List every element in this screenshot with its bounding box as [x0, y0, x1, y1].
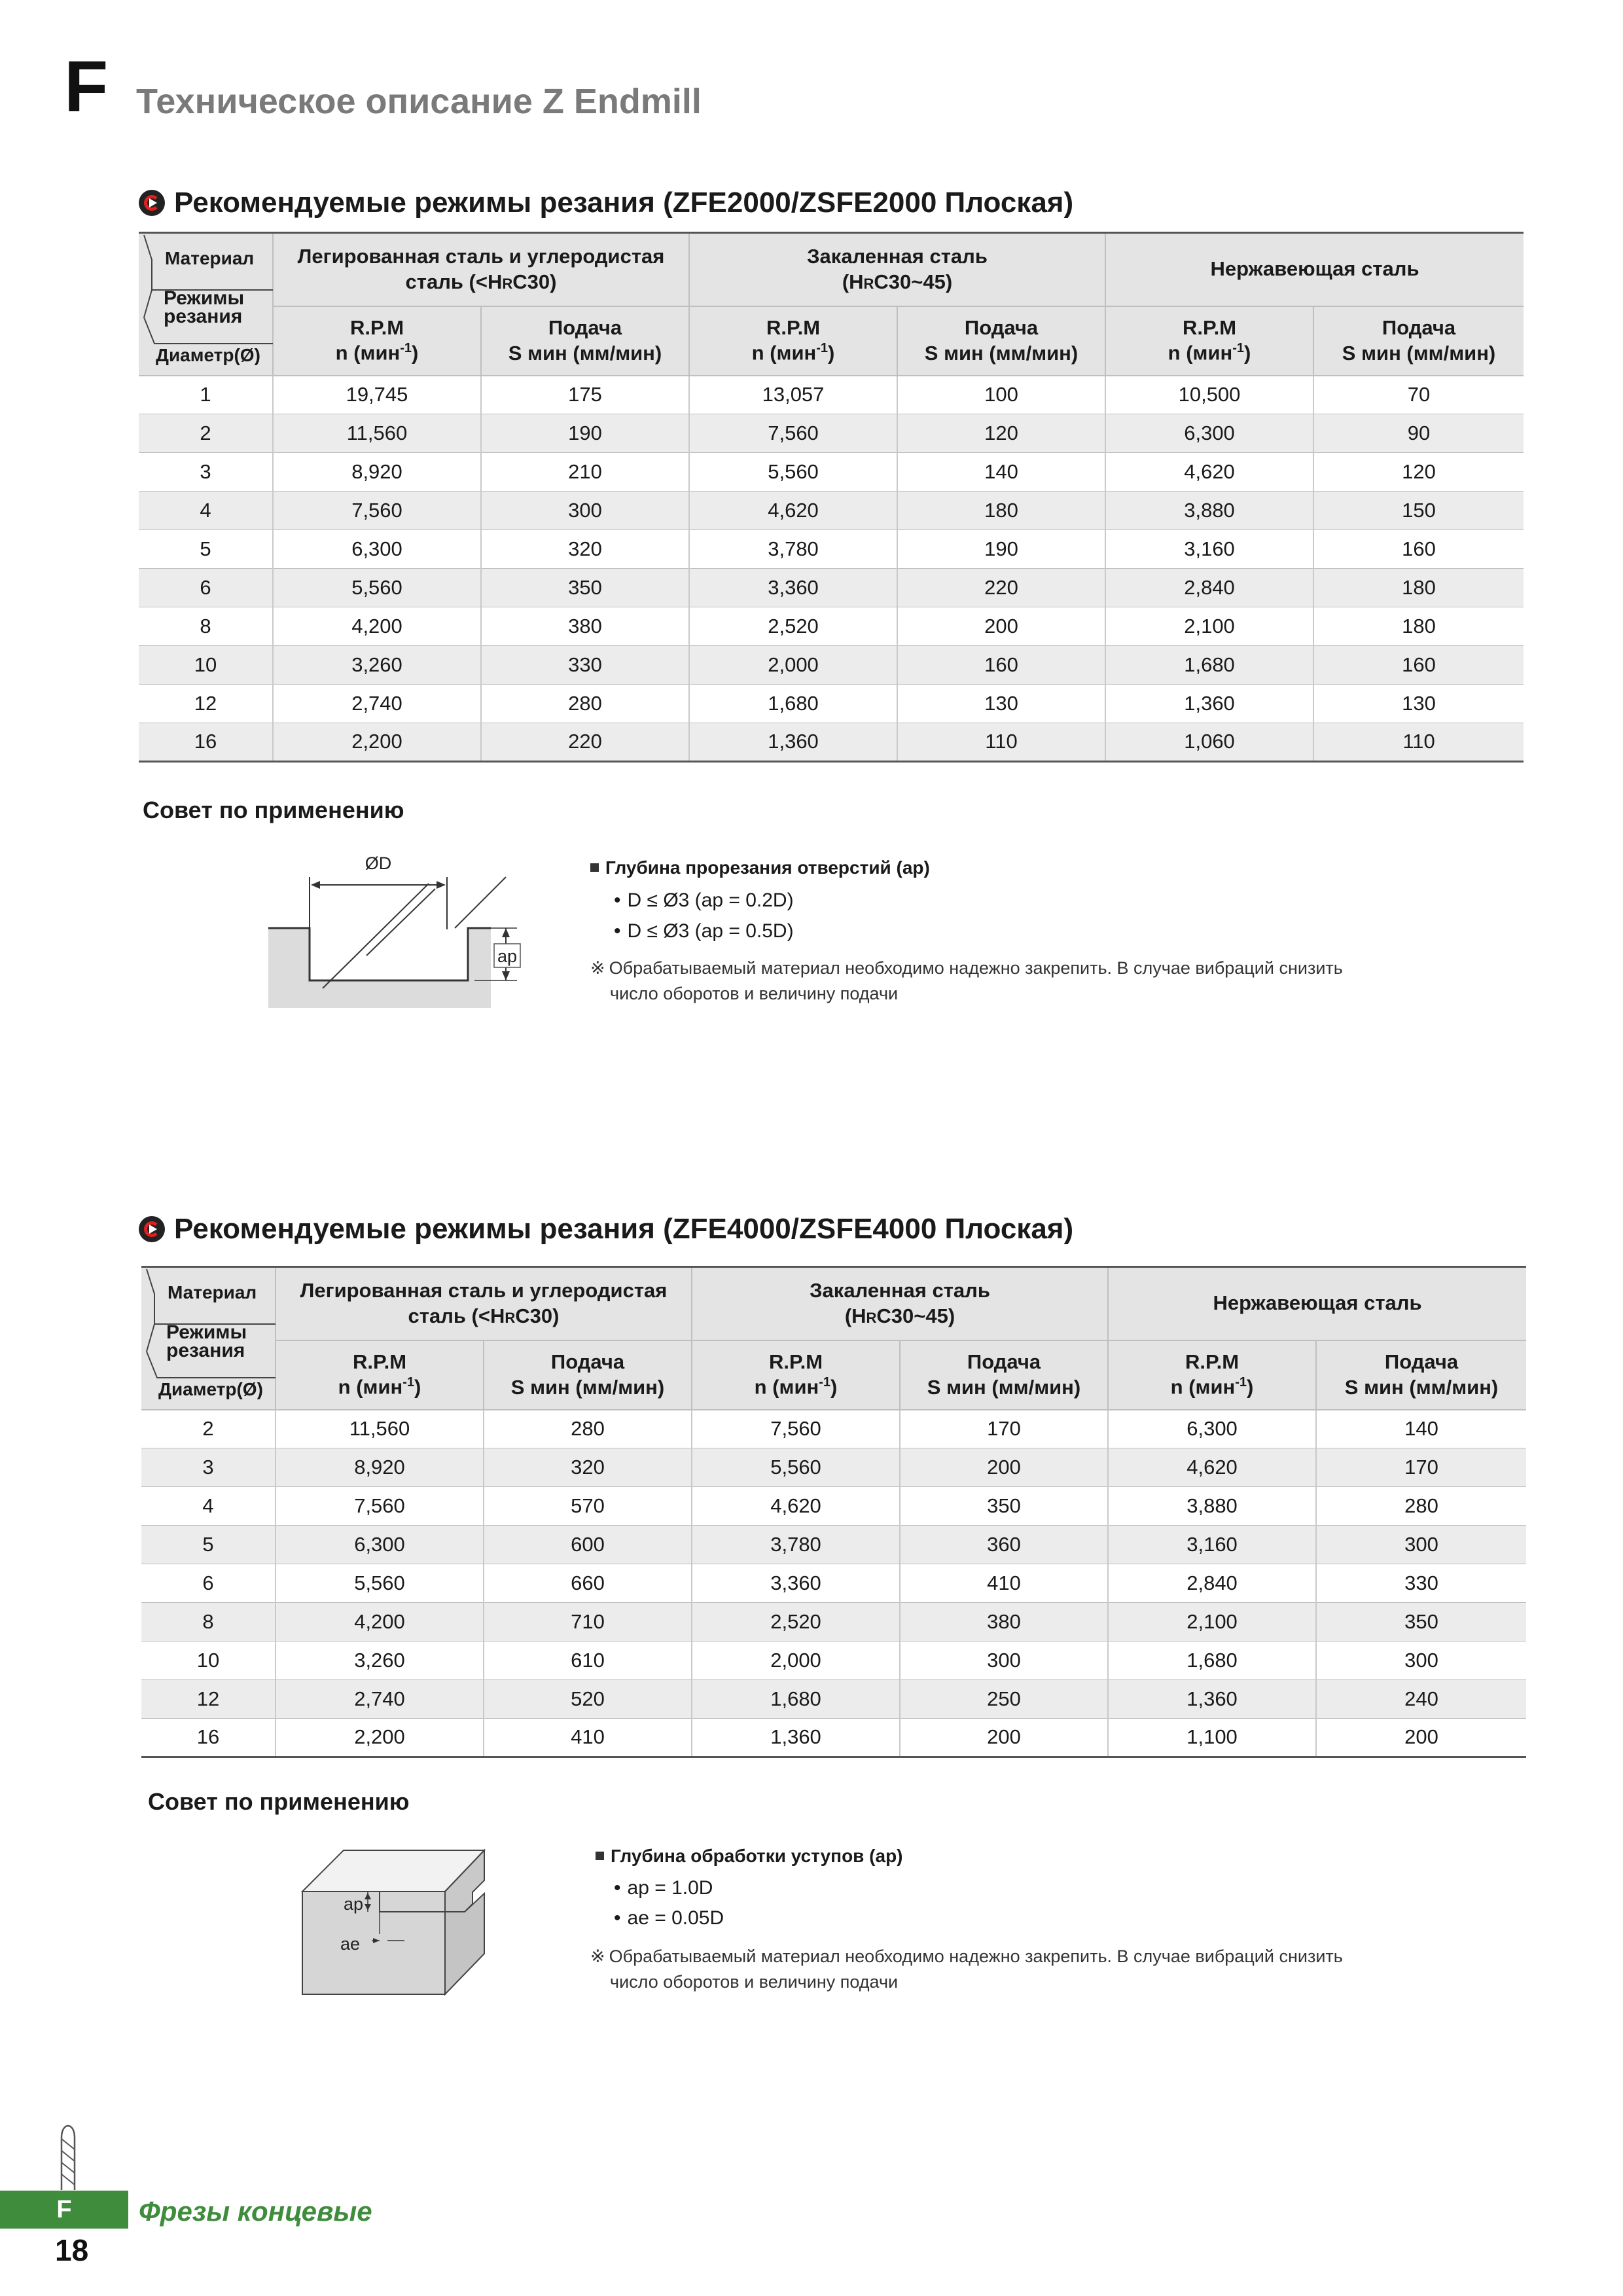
alloy-feed-cell: 520 — [484, 1680, 692, 1719]
hardened-feed-cell: 410 — [900, 1564, 1108, 1603]
alloy-rpm-cell: 5,560 — [273, 569, 481, 607]
alloy-feed-cell: 280 — [484, 1410, 692, 1448]
alloy-rpm-cell: 2,740 — [273, 685, 481, 723]
corner-modes-label-1: Режимы — [166, 1321, 247, 1343]
hardened-feed-cell: 250 — [900, 1680, 1108, 1719]
clamping-warning-note: ※ Обрабатываемый материал необходимо надежно закрепить. В случае вибраций снизить число оборотов и величину подачи — [590, 958, 1343, 1004]
footer-section-tab: F — [0, 2191, 128, 2229]
alloy-feed-cell: 710 — [484, 1603, 692, 1641]
hardened-feed-cell: 160 — [897, 646, 1105, 685]
hardened-feed-cell: 100 — [897, 376, 1105, 414]
table-corner-header — [141, 1267, 276, 1410]
table-row — [139, 492, 1524, 530]
section2-title: Рекомендуемые режимы резания (ZFE4000/ZSFE4000 Плоская) — [174, 1213, 1074, 1245]
table-row — [141, 1641, 1526, 1680]
alloy-feed-cell: 190 — [481, 414, 689, 453]
diameter-cell: 6 — [141, 1564, 276, 1603]
stainless-rpm-cell: 3,160 — [1105, 530, 1313, 569]
hardened-rpm-cell: 7,560 — [692, 1410, 900, 1448]
stainless-rpm-cell: 2,100 — [1105, 607, 1313, 646]
rpm-header: R.P.M n (мин$^{-1}$) — [273, 306, 481, 376]
hardened-feed-cell: 350 — [900, 1487, 1108, 1526]
hardened-rpm-cell: 7,560 — [689, 414, 897, 453]
footer-section-name: Фрезы концевые — [139, 2196, 372, 2227]
corner-modes-label-2: резания — [164, 306, 243, 327]
shoulder-depth-diagram — [288, 1836, 497, 2000]
table2-body — [141, 1410, 1526, 1757]
rpm-header: R.P.M n (мин$^{-1}$) — [689, 306, 897, 376]
alloy-feed-cell: 220 — [481, 723, 689, 762]
stainless-feed-cell: 130 — [1313, 685, 1524, 723]
page-number: 18 — [55, 2233, 89, 2267]
hardened-rpm-cell: 4,620 — [692, 1487, 900, 1526]
section1-title-row — [139, 188, 1073, 217]
stainless-rpm-cell: 1,100 — [1108, 1719, 1316, 1757]
tip-title: Совет по применению — [148, 1788, 410, 1815]
alloy-rpm-cell: 19,745 — [273, 376, 481, 414]
hardened-rpm-cell: 2,000 — [689, 646, 897, 685]
stainless-feed-cell: 330 — [1316, 1564, 1526, 1603]
stainless-rpm-cell: 3,880 — [1108, 1487, 1316, 1526]
stainless-feed-cell: 160 — [1313, 646, 1524, 685]
corner-material-label: Материал — [165, 248, 255, 268]
corner-modes-label-1: Режимы — [164, 287, 245, 309]
table-row — [139, 569, 1524, 607]
alloy-rpm-cell: 7,560 — [276, 1487, 484, 1526]
hardened-rpm-cell: 2,520 — [692, 1603, 900, 1641]
stainless-rpm-cell: 6,300 — [1105, 414, 1313, 453]
diameter-cell: 8 — [141, 1603, 276, 1641]
stainless-rpm-cell: 1,060 — [1105, 723, 1313, 762]
corner-diameter-label: Диаметр(Ø) — [158, 1379, 263, 1399]
stainless-feed-cell: 180 — [1313, 569, 1524, 607]
alloy-feed-cell: 600 — [484, 1526, 692, 1564]
feed-header: Подача S мин (мм/мин) — [484, 1340, 692, 1410]
table-row — [141, 1603, 1526, 1641]
table-row — [141, 1526, 1526, 1564]
hardened-feed-cell: 110 — [897, 723, 1105, 762]
stainless-feed-cell: 120 — [1313, 453, 1524, 492]
stainless-rpm-cell: 2,840 — [1108, 1564, 1316, 1603]
diameter-cell: 1 — [139, 376, 273, 414]
alloy-rpm-cell: 8,920 — [273, 453, 481, 492]
cutting-table-zfe2000 — [139, 232, 1524, 762]
hardened-feed-cell: 200 — [900, 1719, 1108, 1757]
hardened-rpm-cell: 13,057 — [689, 376, 897, 414]
ap-label: ap — [344, 1894, 364, 1914]
diameter-cell: 16 — [139, 723, 273, 762]
alloy-feed-cell: 350 — [481, 569, 689, 607]
section-bullet-icon — [139, 1216, 165, 1242]
stainless-rpm-cell: 3,880 — [1105, 492, 1313, 530]
diameter-cell: 4 — [141, 1487, 276, 1526]
alloy-feed-cell: 175 — [481, 376, 689, 414]
group-stainless-steel-header: Нержавеющая сталь — [1108, 1267, 1526, 1340]
slot-depth-diagram — [265, 851, 527, 1008]
table-row — [139, 414, 1524, 453]
table-row — [141, 1680, 1526, 1719]
corner-diameter-label: Диаметр(Ø) — [156, 345, 260, 365]
note-item: • ae = 0.05D — [614, 1909, 724, 1928]
table-row — [141, 1564, 1526, 1603]
stainless-rpm-cell: 6,300 — [1108, 1410, 1316, 1448]
stainless-rpm-cell: 10,500 — [1105, 376, 1313, 414]
hardened-rpm-cell: 1,360 — [692, 1719, 900, 1757]
alloy-feed-cell: 280 — [481, 685, 689, 723]
stainless-rpm-cell: 3,160 — [1108, 1526, 1316, 1564]
stainless-feed-cell: 90 — [1313, 414, 1524, 453]
od-label: ØD — [365, 853, 392, 873]
hardened-rpm-cell: 3,780 — [689, 530, 897, 569]
stainless-feed-cell: 170 — [1316, 1448, 1526, 1487]
stainless-feed-cell: 180 — [1313, 607, 1524, 646]
diameter-cell: 2 — [139, 414, 273, 453]
tip-title: Совет по применению — [143, 797, 404, 823]
table1-body — [139, 376, 1524, 762]
hardened-rpm-cell: 3,780 — [692, 1526, 900, 1564]
alloy-rpm-cell: 4,200 — [273, 607, 481, 646]
table-row — [141, 1719, 1526, 1757]
alloy-rpm-cell: 6,300 — [276, 1526, 484, 1564]
slot-depth-note-title: Глубина прорезания отверстий (ap) — [590, 859, 930, 877]
hardened-rpm-cell: 2,000 — [692, 1641, 900, 1680]
hardened-feed-cell: 130 — [897, 685, 1105, 723]
alloy-rpm-cell: 2,200 — [273, 723, 481, 762]
rpm-header: R.P.M n (мин$^{-1}$) — [692, 1340, 900, 1410]
stainless-rpm-cell: 1,360 — [1105, 685, 1313, 723]
diameter-cell: 5 — [139, 530, 273, 569]
table-row — [139, 453, 1524, 492]
table-corner-header — [139, 233, 273, 376]
corner-material-label: Материал — [168, 1282, 257, 1302]
page-title: Техническое описание Z Endmill — [136, 82, 702, 121]
hardened-feed-cell: 190 — [897, 530, 1105, 569]
rpm-header: R.P.M n (мин$^{-1}$) — [1105, 306, 1313, 376]
section-letter: F — [64, 46, 109, 127]
diameter-cell: 6 — [139, 569, 273, 607]
diameter-cell: 5 — [141, 1526, 276, 1564]
table-row — [139, 607, 1524, 646]
section2-title-row — [139, 1215, 1073, 1244]
hardened-rpm-cell: 1,680 — [692, 1680, 900, 1719]
alloy-rpm-cell: 3,260 — [276, 1641, 484, 1680]
alloy-rpm-cell: 8,920 — [276, 1448, 484, 1487]
alloy-rpm-cell: 6,300 — [273, 530, 481, 569]
stainless-rpm-cell: 2,840 — [1105, 569, 1313, 607]
group-alloy-steel-header: Легированная сталь и углеродистая сталь (<HRC30) — [273, 233, 689, 306]
stainless-feed-cell: 150 — [1313, 492, 1524, 530]
table-row — [141, 1410, 1526, 1448]
hardened-rpm-cell: 3,360 — [689, 569, 897, 607]
feed-header: Подача S мин (мм/мин) — [900, 1340, 1108, 1410]
group-alloy-steel-header: Легированная сталь и углеродистая сталь (<HRC30) — [276, 1267, 692, 1340]
diameter-cell: 3 — [141, 1448, 276, 1487]
diameter-cell: 8 — [139, 607, 273, 646]
hardened-rpm-cell: 3,360 — [692, 1564, 900, 1603]
alloy-rpm-cell: 4,200 — [276, 1603, 484, 1641]
stainless-feed-cell: 200 — [1316, 1719, 1526, 1757]
hardened-rpm-cell: 4,620 — [689, 492, 897, 530]
alloy-feed-cell: 410 — [484, 1719, 692, 1757]
endmill-icon — [55, 2113, 81, 2190]
rpm-header: R.P.M n (мин$^{-1}$) — [276, 1340, 484, 1410]
feed-header: Подача S мин (мм/мин) — [897, 306, 1105, 376]
stainless-rpm-cell: 1,360 — [1108, 1680, 1316, 1719]
hardened-feed-cell: 200 — [900, 1448, 1108, 1487]
group-stainless-steel-header: Нержавеющая сталь — [1105, 233, 1524, 306]
alloy-feed-cell: 300 — [481, 492, 689, 530]
stainless-rpm-cell: 1,680 — [1105, 646, 1313, 685]
alloy-feed-cell: 320 — [481, 530, 689, 569]
hardened-rpm-cell: 5,560 — [689, 453, 897, 492]
stainless-feed-cell: 280 — [1316, 1487, 1526, 1526]
stainless-feed-cell: 350 — [1316, 1603, 1526, 1641]
stainless-feed-cell: 160 — [1313, 530, 1524, 569]
section1-title: Рекомендуемые режимы резания (ZFE2000/ZSFE2000 Плоская) — [174, 187, 1074, 219]
stainless-feed-cell: 300 — [1316, 1641, 1526, 1680]
shoulder-depth-note-title: Глубина обработки уступов (ap) — [596, 1847, 903, 1865]
stainless-feed-cell: 140 — [1316, 1410, 1526, 1448]
stainless-feed-cell: 70 — [1313, 376, 1524, 414]
table-row — [139, 530, 1524, 569]
hardened-feed-cell: 180 — [897, 492, 1105, 530]
alloy-feed-cell: 320 — [484, 1448, 692, 1487]
ae-label: ae — [340, 1934, 361, 1954]
clamping-warning-note: ※ Обрабатываемый материал необходимо надежно закрепить. В случае вибраций снизить число оборотов и величину подачи — [590, 1946, 1343, 1992]
alloy-rpm-cell: 5,560 — [276, 1564, 484, 1603]
table-row — [141, 1487, 1526, 1526]
rpm-header: R.P.M n (мин$^{-1}$) — [1108, 1340, 1316, 1410]
hardened-feed-cell: 220 — [897, 569, 1105, 607]
feed-header: Подача S мин (мм/мин) — [1313, 306, 1524, 376]
alloy-feed-cell: 380 — [481, 607, 689, 646]
hardened-feed-cell: 380 — [900, 1603, 1108, 1641]
stainless-feed-cell: 240 — [1316, 1680, 1526, 1719]
ap-label: ap — [497, 946, 518, 966]
stainless-rpm-cell: 4,620 — [1105, 453, 1313, 492]
diameter-cell: 3 — [139, 453, 273, 492]
cutting-table-zfe4000 — [141, 1266, 1526, 1758]
group-hardened-steel-header: Закаленная сталь (HRC30~45) — [689, 233, 1105, 306]
diameter-cell: 10 — [141, 1641, 276, 1680]
alloy-rpm-cell: 11,560 — [276, 1410, 484, 1448]
diameter-cell: 2 — [141, 1410, 276, 1448]
hardened-rpm-cell: 1,680 — [689, 685, 897, 723]
diameter-cell: 12 — [141, 1680, 276, 1719]
feed-header: Подача S мин (мм/мин) — [1316, 1340, 1526, 1410]
table-row — [139, 685, 1524, 723]
hardened-feed-cell: 200 — [897, 607, 1105, 646]
diameter-cell: 16 — [141, 1719, 276, 1757]
stainless-rpm-cell: 1,680 — [1108, 1641, 1316, 1680]
hardened-rpm-cell: 1,360 — [689, 723, 897, 762]
alloy-feed-cell: 330 — [481, 646, 689, 685]
alloy-rpm-cell: 7,560 — [273, 492, 481, 530]
hardened-feed-cell: 120 — [897, 414, 1105, 453]
hardened-feed-cell: 140 — [897, 453, 1105, 492]
hardened-feed-cell: 170 — [900, 1410, 1108, 1448]
stainless-feed-cell: 300 — [1316, 1526, 1526, 1564]
stainless-rpm-cell: 4,620 — [1108, 1448, 1316, 1487]
alloy-rpm-cell: 3,260 — [273, 646, 481, 685]
group-hardened-steel-header: Закаленная сталь (HRC30~45) — [692, 1267, 1108, 1340]
alloy-feed-cell: 210 — [481, 453, 689, 492]
alloy-rpm-cell: 2,740 — [276, 1680, 484, 1719]
alloy-rpm-cell: 2,200 — [276, 1719, 484, 1757]
section-bullet-icon — [139, 190, 165, 216]
table-row — [139, 723, 1524, 762]
note-item: • D ≤ Ø3 (ap = 0.2D) — [614, 891, 794, 910]
diameter-cell: 12 — [139, 685, 273, 723]
alloy-rpm-cell: 11,560 — [273, 414, 481, 453]
diameter-cell: 10 — [139, 646, 273, 685]
table-row — [141, 1448, 1526, 1487]
diameter-cell: 4 — [139, 492, 273, 530]
stainless-feed-cell: 110 — [1313, 723, 1524, 762]
note-item: • ap = 1.0D — [614, 1878, 713, 1898]
corner-modes-label-2: резания — [166, 1340, 245, 1361]
table-row — [139, 646, 1524, 685]
feed-header: Подача S мин (мм/мин) — [481, 306, 689, 376]
table-row — [139, 376, 1524, 414]
alloy-feed-cell: 660 — [484, 1564, 692, 1603]
stainless-rpm-cell: 2,100 — [1108, 1603, 1316, 1641]
note-item: • D ≤ Ø3 (ap = 0.5D) — [614, 922, 794, 941]
hardened-feed-cell: 360 — [900, 1526, 1108, 1564]
hardened-feed-cell: 300 — [900, 1641, 1108, 1680]
alloy-feed-cell: 610 — [484, 1641, 692, 1680]
hardened-rpm-cell: 5,560 — [692, 1448, 900, 1487]
alloy-feed-cell: 570 — [484, 1487, 692, 1526]
hardened-rpm-cell: 2,520 — [689, 607, 897, 646]
